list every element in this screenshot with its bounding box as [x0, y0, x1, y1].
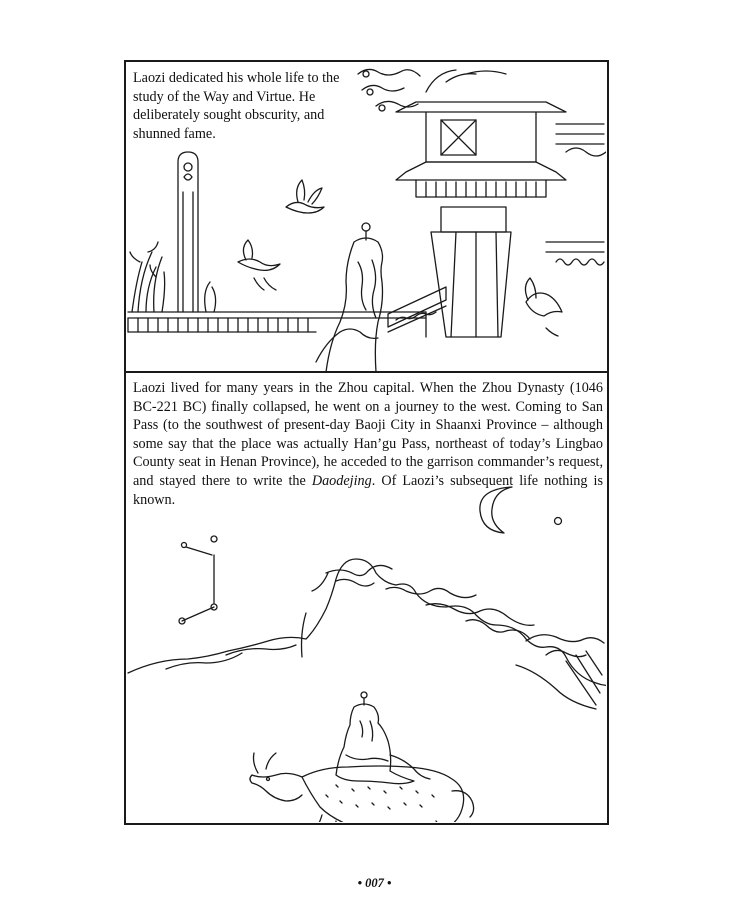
page-number: • 007 • — [357, 876, 392, 890]
mountains-illustration — [128, 559, 606, 709]
illustration-journey — [126, 375, 606, 822]
ox-illustration — [250, 753, 474, 822]
constellation-illustration — [179, 536, 217, 624]
panel-divider — [126, 371, 607, 373]
panel-top — [126, 62, 607, 373]
stele-illustration — [178, 152, 198, 312]
panel-bottom — [126, 375, 607, 822]
pagoda-illustration — [396, 70, 606, 337]
caption-bottom-text-1: Laozi lived for many years in the Zhou capital. When the Zhou Dynasty (1046 BC-221 BC) finally collapsed, he went on a journey to the west. Coming to San Pass (to the southwest of present-day Baoji City in Shaanxi Province – although some say that the place was actually Han’gu Pass, northeast of today’s Lingbao County seat in Henan Province), he acceded to the garrison commander’s request, and stayed there to write the — [133, 380, 603, 489]
comic-frame — [124, 60, 609, 825]
caption-bottom-book-title: Daodejing — [311, 472, 372, 489]
bird-illustration-3 — [525, 278, 562, 336]
caption-bottom-text-2: . Of Laozi’s subsequent life nothing is known. — [133, 472, 603, 508]
laozi-on-ox-illustration — [336, 692, 430, 784]
grass-illustration — [130, 242, 216, 312]
bird-illustration-2 — [238, 240, 280, 290]
moon-illustration — [480, 487, 562, 533]
laozi-figure-illustration — [316, 223, 383, 372]
balustrade-illustration — [128, 287, 446, 337]
caption-top: Laozi dedicated his whole life to the study of the Way and Virtue. He deliberately sought obscurity, and shunned fame. — [133, 70, 340, 142]
bird-illustration-1 — [286, 180, 324, 213]
